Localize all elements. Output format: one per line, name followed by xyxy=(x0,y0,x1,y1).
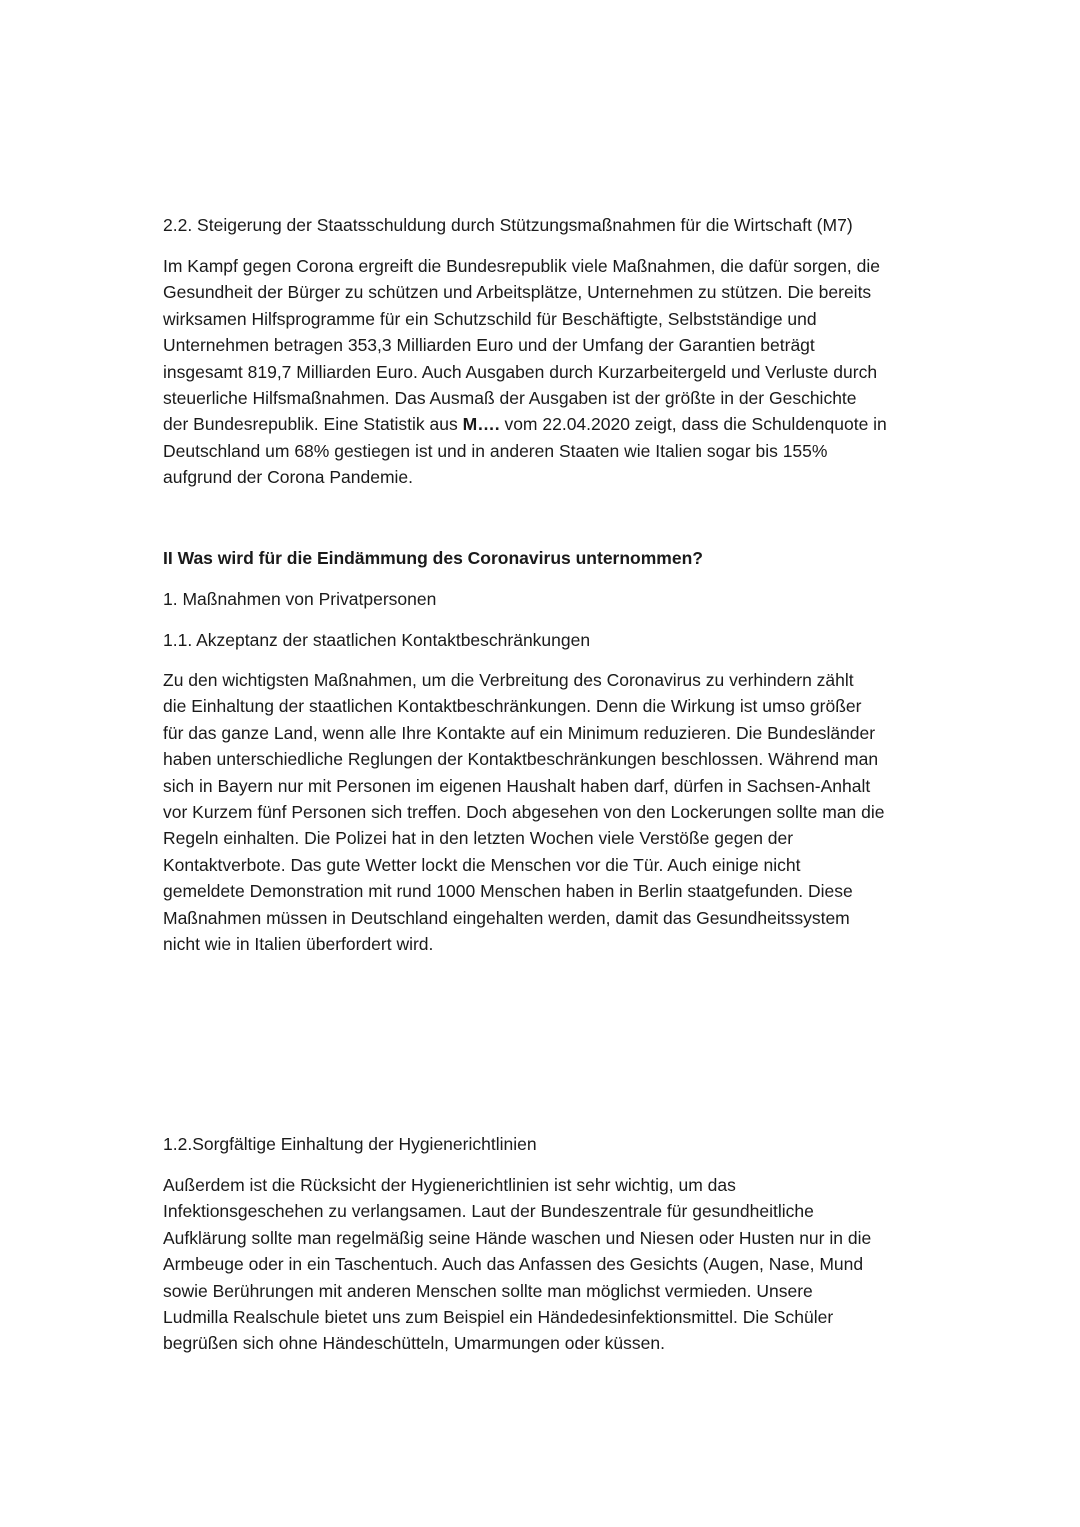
paragraph-line: Aufklärung sollte man regelmäßig seine Hände waschen und Niesen oder Husten nur in die xyxy=(163,1227,872,1248)
paragraph-line: gemeldete Demonstration mit rund 1000 Menschen haben in Berlin staatgefunden. Diese xyxy=(163,881,853,902)
section-1-heading: 1. Maßnahmen von Privatpersonen xyxy=(163,589,437,609)
paragraph-line: Unternehmen betragen 353,3 Milliarden Euro und der Umfang der Garantien beträgt xyxy=(163,335,815,356)
section-1-1-paragraph xyxy=(163,667,923,957)
line-text-after: vom 22.04.2020 zeigt, dass die Schuldenquote in xyxy=(499,414,887,435)
paragraph-line: Zu den wichtigsten Maßnahmen, um die Verbreitung des Coronavirus zu verhindern zählt xyxy=(163,670,854,690)
line-text-before: der Bundesrepublik. Eine Statistik aus xyxy=(163,414,463,435)
paragraph-line: insgesamt 819,7 Milliarden Euro. Auch Ausgaben durch Kurzarbeitergeld und Verluste durch xyxy=(163,361,878,382)
paragraph-line: Im Kampf gegen Corona ergreift die Bundesrepublik viele Maßnahmen, die dafür sorgen, die xyxy=(163,256,880,276)
paragraph-line: wirksamen Hilfsprogramme für ein Schutzschild für Beschäftigte, Selbstständige und xyxy=(163,308,817,329)
section-2-2-paragraph xyxy=(163,253,923,491)
source-reference: M…. xyxy=(462,414,500,435)
paragraph-line: Regeln einhalten. Die Polizei hat in den letzten Wochen viele Verstöße gegen der xyxy=(163,828,794,849)
paragraph-line: Außerdem ist die Rücksicht der Hygienerichtlinien ist sehr wichtig, um das xyxy=(163,1175,736,1195)
paragraph-line: Infektionsgeschehen zu verlangsamen. Laut der Bundeszentrale für gesundheitliche xyxy=(163,1201,814,1222)
paragraph-line: Maßnahmen müssen in Deutschland eingehalten werden, damit das Gesundheitssystem xyxy=(163,907,850,928)
paragraph-line-with-source xyxy=(163,411,923,437)
paragraph-line: Deutschland um 68% gestiegen ist und in anderen Staaten wie Italien sogar bis 155% xyxy=(163,440,828,461)
paragraph-line: für das ganze Land, wenn alle Ihre Kontakte auf ein Minimum reduzieren. Die Bundesländer xyxy=(163,722,876,743)
paragraph-line: nicht wie in Italien überfordert wird. xyxy=(163,934,434,955)
paragraph-line: sowie Berührungen mit anderen Menschen sollte man möglichst vermieden. Unsere xyxy=(163,1280,813,1301)
paragraph-line: Armbeuge oder in ein Taschentuch. Auch das Anfassen des Gesichts (Augen, Nase, Mund xyxy=(163,1254,864,1275)
paragraph-line: vor Kurzem fünf Personen sich treffen. Doch abgesehen von den Lockerungen sollte man die xyxy=(163,802,885,823)
paragraph-line: haben unterschiedliche Reglungen der Kontaktbeschränkungen beschlossen. Während man xyxy=(163,749,879,770)
paragraph-line: begrüßen sich ohne Händeschütteln, Umarmungen oder küssen. xyxy=(163,1333,665,1354)
section-2-2-heading: 2.2. Steigerung der Staatsschuldung durch Stützungsmaßnahmen für die Wirtschaft (M7) xyxy=(163,215,853,235)
section-1-1-heading: 1.1. Akzeptanz der staatlichen Kontaktbeschränkungen xyxy=(163,630,591,650)
paragraph-line: steuerliche Hilfsmaßnahmen. Das Ausmaß der Ausgaben ist der größte in der Geschichte xyxy=(163,388,857,409)
paragraph-line: Ludmilla Realschule bietet uns zum Beispiel ein Händedesinfektionsmittel. Die Schüler xyxy=(163,1307,834,1328)
paragraph-line: Gesundheit der Bürger zu schützen und Arbeitsplätze, Unternehmen zu stützen. Die bereits xyxy=(163,282,872,303)
paragraph-line: die Einhaltung der staatlichen Kontaktbeschränkungen. Denn die Wirkung ist umso größer xyxy=(163,696,862,717)
paragraph-line: sich in Bayern nur mit Personen im eigenen Haushalt haben darf, dürfen in Sachsen-Anhalt xyxy=(163,775,871,796)
paragraph-line: aufgrund der Corona Pandemie. xyxy=(163,467,414,488)
section-1-2-heading: 1.2.Sorgfältige Einhaltung der Hygienerichtlinien xyxy=(163,1134,537,1154)
section-II-heading: II Was wird für die Eindämmung des Coronavirus unternommen? xyxy=(163,548,703,568)
paragraph-line: Kontaktverbote. Das gute Wetter lockt die Menschen vor die Tür. Auch einige nicht xyxy=(163,854,801,875)
section-1-2-paragraph xyxy=(163,1172,923,1357)
